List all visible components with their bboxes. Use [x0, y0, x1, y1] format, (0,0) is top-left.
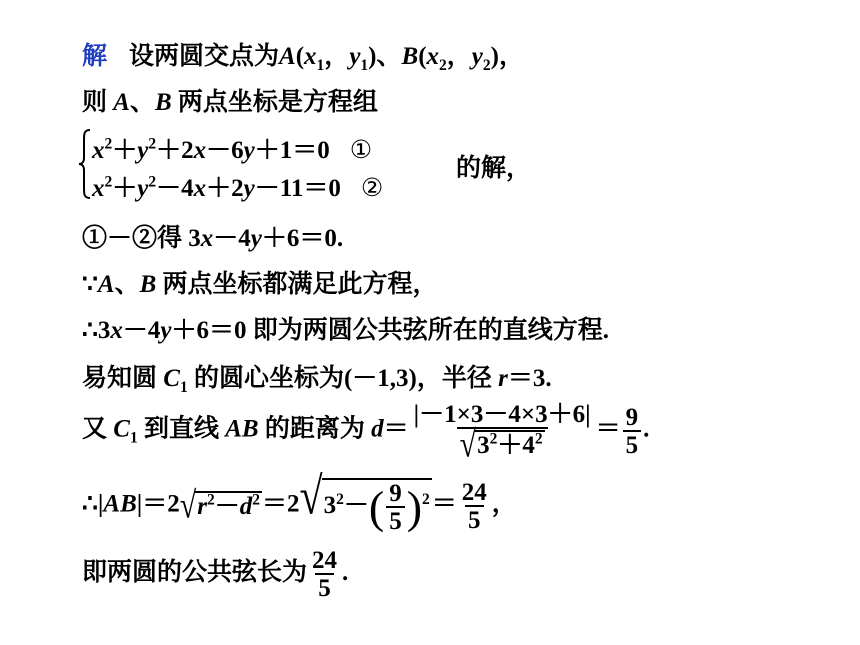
denominator: 5: [386, 506, 405, 534]
result-fraction: [309, 548, 340, 601]
comma: ，: [491, 490, 517, 518]
var-x: x: [193, 137, 207, 164]
superscript: 2: [148, 173, 157, 191]
radical-icon: √: [459, 423, 477, 465]
term: －4: [156, 175, 194, 202]
right-paren-icon: ): [406, 481, 423, 533]
var-C: C: [113, 415, 130, 443]
equation-1: [92, 130, 372, 166]
line-common-chord: [82, 318, 609, 343]
term: 3: [323, 492, 337, 520]
denominator: 5: [315, 573, 334, 601]
subscript: 1: [360, 57, 369, 74]
text: 易知圆: [82, 365, 158, 392]
line-intersection-points: [82, 43, 524, 74]
distance-fraction: [411, 401, 594, 465]
line-distance: [82, 401, 650, 465]
term: ＝2: [262, 490, 300, 518]
numerator: 24: [312, 547, 338, 574]
paren: )，: [490, 43, 524, 70]
line-chord-length: [82, 468, 517, 535]
paren: )、: [368, 43, 402, 70]
text: 则: [82, 89, 108, 116]
term: ＋1＝0: [254, 137, 330, 164]
term: |＝2: [136, 490, 180, 518]
var-y: y: [250, 225, 262, 252]
equation-marker: ①: [349, 137, 373, 164]
line-circle-center: [82, 365, 552, 396]
text: 到直线: [143, 415, 219, 443]
var-x: x: [200, 225, 214, 252]
term: ＋2: [206, 175, 244, 202]
sqrt: [459, 423, 545, 465]
radical-icon: √: [179, 484, 197, 526]
numerator: 9: [389, 480, 402, 507]
superscript: 2: [104, 173, 113, 191]
var-y: y: [243, 175, 255, 202]
system-suffix: 的解，: [456, 155, 532, 182]
comma: ，: [446, 43, 472, 70]
var-AB: AB: [225, 415, 259, 443]
subscript: 1: [129, 429, 138, 447]
term: ＋6＝0.: [261, 225, 344, 252]
var-x: x: [92, 175, 105, 202]
var-x: x: [92, 137, 105, 164]
term: ＋6＝0: [171, 317, 247, 344]
term: －6: [206, 137, 244, 164]
term: －4: [213, 225, 251, 252]
numerator: |－1×3－4×3＋6|: [413, 401, 591, 428]
radical-icon: √: [299, 468, 323, 526]
term: 3: [477, 432, 490, 459]
period: .: [342, 559, 349, 587]
superscript: 2: [252, 491, 261, 509]
text: 即为两圆公共弦所在的直线方程.: [252, 317, 610, 344]
period: .: [643, 415, 650, 443]
var-y: y: [243, 137, 255, 164]
var-d: d: [371, 415, 384, 443]
radicand: [475, 430, 545, 460]
term: ＋4: [497, 432, 535, 459]
var-B: B: [139, 271, 157, 298]
numerator: 9: [625, 403, 639, 431]
paren: (: [418, 43, 427, 70]
radicand: [322, 478, 432, 534]
var-B: B: [401, 43, 419, 70]
var-A: A: [279, 43, 296, 70]
superscript: 2: [489, 430, 498, 448]
left-paren-icon: (: [368, 481, 385, 533]
var-r: r: [498, 365, 508, 392]
equals: ＝: [383, 415, 409, 443]
superscript: 2: [148, 135, 157, 153]
var-y: y: [137, 175, 149, 202]
result-fraction: [459, 480, 490, 533]
var-y: y: [160, 317, 172, 344]
line-conclusion: [82, 548, 348, 601]
superscript: 2: [104, 135, 113, 153]
line-subtract: [82, 226, 343, 251]
var-x: x: [304, 43, 317, 70]
var-C: C: [163, 365, 180, 392]
comma: ，: [324, 43, 350, 70]
text: ①－②得 3: [82, 225, 201, 252]
line-system-intro: [82, 90, 378, 115]
var-x: x: [193, 175, 207, 202]
equation-2: [92, 168, 383, 204]
sqrt-r-d: [179, 484, 262, 526]
op: －: [214, 493, 240, 520]
var-d: d: [239, 493, 253, 520]
superscript: 2: [422, 490, 430, 508]
text: 设两圆交点为: [129, 43, 280, 70]
var-A: A: [113, 89, 130, 116]
solution-label: 解: [82, 43, 108, 70]
denominator: 5: [623, 430, 642, 458]
text: 又: [82, 415, 108, 443]
inner-fraction: [386, 481, 405, 534]
equals: ＝: [431, 490, 457, 518]
text: ∴|: [82, 490, 104, 518]
var-x: x: [426, 43, 440, 70]
op: ＋: [112, 137, 138, 164]
denominator: [457, 423, 548, 465]
var-y: y: [349, 43, 361, 70]
var-y: y: [137, 137, 149, 164]
numerator: 24: [461, 478, 487, 506]
term: －11＝0: [254, 175, 341, 202]
subscript: 2: [482, 57, 491, 74]
sep: 、: [129, 89, 155, 116]
var-B: B: [154, 89, 172, 116]
term: ＝3.: [507, 365, 552, 392]
term: －4: [122, 317, 161, 344]
superscript: 2: [336, 490, 344, 508]
text: 的距离为: [264, 415, 365, 443]
sqrt-numeric: [299, 468, 432, 535]
superscript: 2: [534, 430, 543, 448]
text: ∴3: [82, 317, 111, 344]
paren: (: [295, 43, 305, 70]
line-because: [82, 272, 438, 297]
var-r: r: [197, 493, 207, 520]
equals: ＝: [595, 415, 621, 443]
subscript: 1: [179, 379, 188, 396]
subscript: 1: [316, 57, 325, 74]
because-symbol: ∵: [82, 271, 98, 298]
var-y: y: [471, 43, 483, 70]
term: ＋2: [156, 137, 194, 164]
radicand: [195, 491, 262, 521]
subscript: 2: [439, 57, 447, 74]
var-x: x: [110, 317, 123, 344]
op: －: [343, 492, 369, 520]
result-fraction: [623, 405, 642, 458]
text: 两点坐标是方程组: [177, 89, 378, 116]
left-brace-icon: [78, 128, 92, 200]
superscript: 2: [207, 491, 215, 509]
denominator: 5: [465, 505, 484, 533]
text: 即两圆的公共弦长为: [82, 559, 308, 587]
text: 的圆心坐标为(－1,3)，半径: [193, 365, 492, 392]
var-A: A: [97, 271, 115, 298]
text: 两点坐标都满足此方程，: [162, 271, 438, 298]
op: ＋: [112, 175, 138, 202]
equation-marker: ②: [360, 175, 384, 202]
var-AB: AB: [103, 490, 137, 518]
sep: 、: [114, 271, 140, 298]
